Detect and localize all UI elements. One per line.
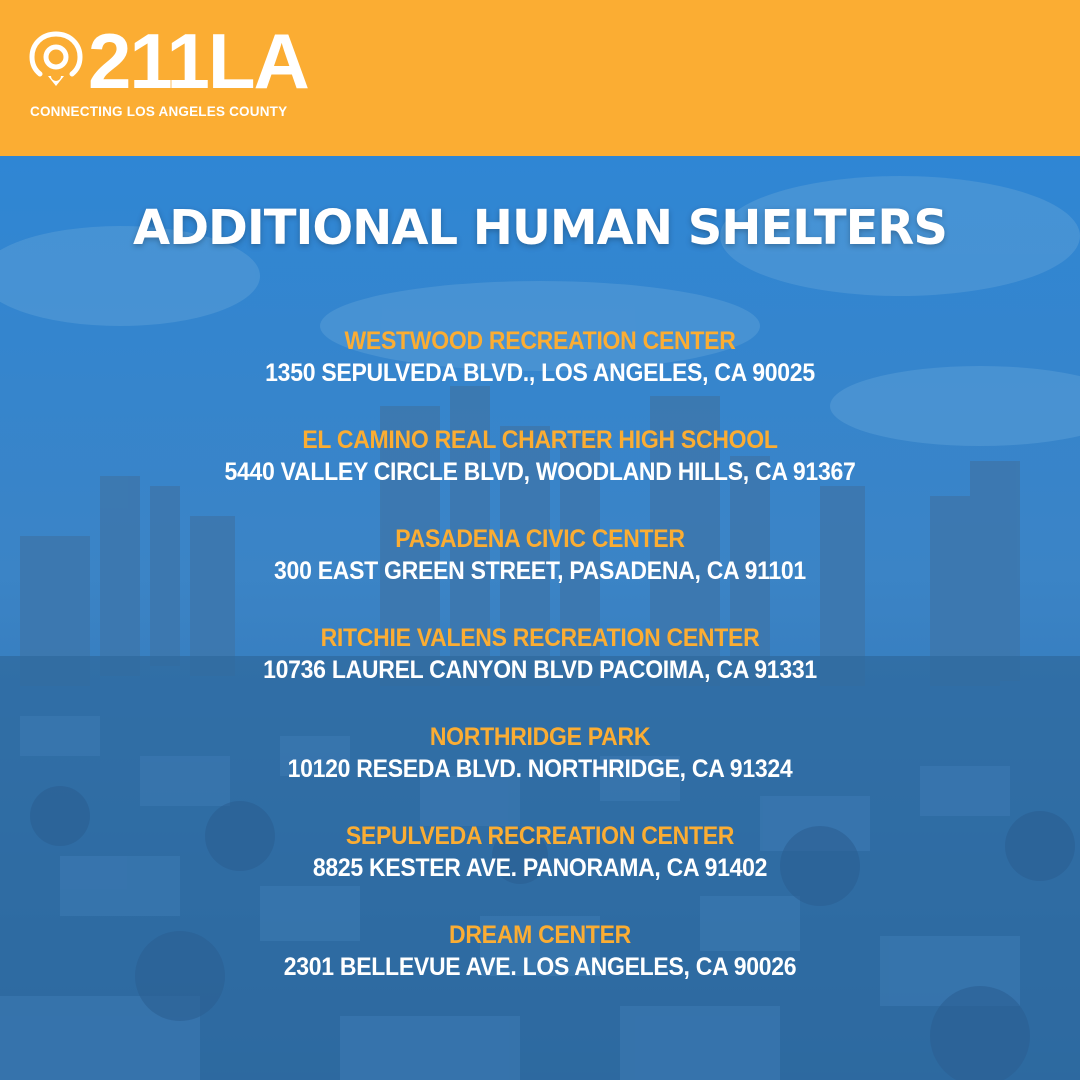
page-title: ADDITIONAL HUMAN SHELTERS [133, 200, 947, 256]
shelter-name: NORTHRIDGE PARK [429, 723, 651, 751]
list-item [0, 325, 1080, 424]
shelter-name: EL CAMINO REAL CHARTER HIGH SCHOOL [302, 426, 778, 454]
shelter-name: PASADENA CIVIC CENTER [395, 525, 685, 553]
shelter-name: DREAM CENTER [449, 921, 631, 949]
location-pin-icon [28, 30, 84, 98]
logo [28, 17, 308, 130]
list-item [0, 424, 1080, 523]
shelter-list [0, 325, 1080, 1018]
shelter-address: 10120 RESEDA BLVD. NORTHRIDGE, CA 91324 [287, 755, 793, 783]
shelter-address: 8825 KESTER AVE. PANORAMA, CA 91402 [312, 854, 768, 882]
list-item [0, 820, 1080, 919]
shelter-address: 10736 LAUREL CANYON BLVD PACOIMA, CA 91331 [263, 656, 817, 684]
shelter-address: 1350 SEPULVEDA BLVD., LOS ANGELES, CA 90025 [265, 359, 815, 387]
shelter-name: WESTWOOD RECREATION CENTER [344, 327, 736, 355]
shelter-address: 2301 BELLEVUE AVE. LOS ANGELES, CA 90026 [283, 953, 797, 981]
header-banner [0, 0, 1080, 156]
shelter-address: 5440 VALLEY CIRCLE BLVD, WOODLAND HILLS, CA 91367 [224, 458, 856, 486]
logo-wordmark: 211LA [88, 17, 308, 105]
shelter-name: RITCHIE VALENS RECREATION CENTER [320, 624, 760, 652]
shelter-address: 300 EAST GREEN STREET, PASADENA, CA 91101 [274, 557, 806, 585]
list-item [0, 919, 1080, 1018]
logo-tagline: CONNECTING LOS ANGELES COUNTY [30, 104, 288, 119]
shelter-name: SEPULVEDA RECREATION CENTER [345, 822, 735, 850]
list-item [0, 523, 1080, 622]
list-item [0, 721, 1080, 820]
list-item [0, 622, 1080, 721]
